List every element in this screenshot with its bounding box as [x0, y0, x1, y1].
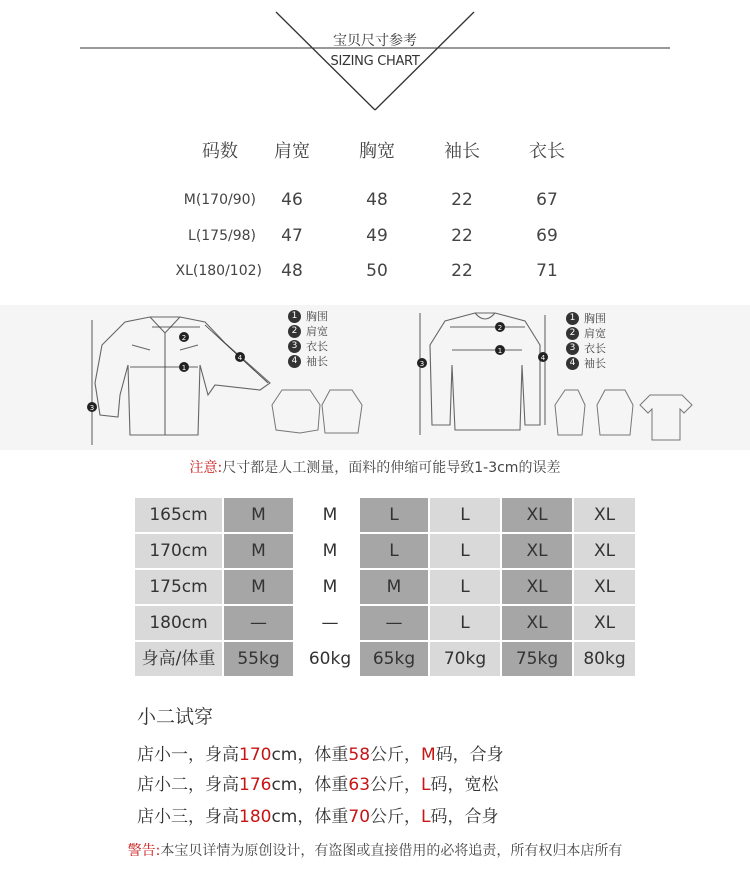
svg-text:3: 3: [89, 404, 95, 412]
tryon-text: 公斤，: [370, 775, 422, 795]
legend-number: 3: [566, 342, 579, 355]
legend-item: [288, 339, 328, 354]
note-prefix: 注意:: [189, 460, 223, 476]
size-cell: XL: [574, 534, 635, 568]
weight-cell: 70kg: [430, 642, 500, 676]
tryon-line: [137, 770, 499, 795]
size-cell: XL: [574, 606, 635, 640]
svg-text:1: 1: [497, 347, 503, 355]
tryon-text: 公斤，: [370, 807, 422, 827]
svg-text:4: 4: [237, 354, 243, 362]
table-row: [135, 570, 635, 604]
tryon-text: 公斤，: [370, 745, 422, 765]
tryon-text: 店小二，身高: [137, 775, 239, 795]
tryon-weight: 58: [348, 745, 371, 765]
size-cell: XL: [502, 498, 572, 532]
size-cell: L: [430, 498, 500, 532]
measurement-note: [0, 457, 750, 477]
size-cell: —: [224, 606, 293, 640]
size-label: XL(180/102): [175, 263, 262, 279]
size-cell: L: [430, 534, 500, 568]
legend-label: 肩宽: [584, 327, 606, 340]
size-cell: M: [295, 534, 365, 568]
shoulder-value: 48: [281, 261, 303, 281]
size-cell: M: [295, 498, 365, 532]
size-cell: XL: [574, 570, 635, 604]
tryon-text: 码，合身: [430, 807, 499, 827]
chest-value: 49: [366, 226, 388, 246]
size-cell: L: [430, 570, 500, 604]
length-value: 71: [536, 261, 558, 281]
garment-illustrations: [0, 305, 750, 450]
tryon-height: 170: [239, 745, 272, 765]
table-row: [135, 498, 635, 532]
svg-text:2: 2: [497, 324, 503, 332]
table-row: [0, 261, 750, 291]
header-chest: 胸宽: [359, 141, 395, 162]
legend-number: 2: [566, 327, 579, 340]
tryon-text: cm，体重: [271, 775, 349, 795]
legend-item: [288, 309, 328, 324]
svg-text:4: 4: [540, 354, 546, 362]
size-cell: XL: [502, 606, 572, 640]
height-cell: 170cm: [135, 534, 222, 568]
size-cell: XL: [574, 498, 635, 532]
legend-left: [288, 309, 328, 369]
weight-cell: 75kg: [502, 642, 572, 676]
legend-number: 1: [288, 310, 301, 323]
copyright-warning: [0, 840, 750, 860]
size-cell: XL: [502, 534, 572, 568]
legend-number: 4: [288, 355, 301, 368]
sleeve-value: 22: [451, 226, 473, 246]
legend-label: 胸围: [306, 310, 328, 323]
height-cell: 180cm: [135, 606, 222, 640]
size-cell: L: [360, 498, 428, 532]
height-cell: 175cm: [135, 570, 222, 604]
tryon-size: L: [421, 775, 431, 795]
table-row: [135, 606, 635, 640]
legend-item: [566, 341, 606, 356]
tryon-line: [137, 802, 499, 827]
legend-item: [288, 324, 328, 339]
warning-text: 本宝贝详情为原创设计，有盗图或直接借用的必将追责，所有权归本店所有: [160, 843, 623, 859]
size-cell: M: [360, 570, 428, 604]
size-cell: —: [295, 606, 365, 640]
size-label: L(175/98): [188, 228, 256, 244]
length-value: 69: [536, 226, 558, 246]
legend-item: [566, 356, 606, 371]
legend-label: 胸围: [584, 312, 606, 325]
shoulder-value: 46: [281, 190, 303, 210]
size-cell: M: [224, 498, 293, 532]
table-row: [0, 226, 750, 256]
legend-number: 3: [288, 340, 301, 353]
tryon-height: 176: [239, 775, 272, 795]
tryon-text: 店小一，身高: [137, 745, 239, 765]
size-table-header-row: [0, 137, 750, 167]
chest-value: 50: [366, 261, 388, 281]
svg-text:2: 2: [181, 334, 187, 342]
weight-cell: 60kg: [295, 642, 365, 676]
header-size: 码数: [202, 141, 238, 162]
legend-number: 4: [566, 357, 579, 370]
legend-label: 衣长: [584, 342, 606, 355]
tryon-text: cm，体重: [271, 745, 349, 765]
table-row: [135, 534, 635, 568]
height-cell: 165cm: [135, 498, 222, 532]
tryon-weight: 63: [348, 775, 371, 795]
tryon-text: 码，合身: [435, 745, 504, 765]
size-cell: M: [224, 534, 293, 568]
length-value: 67: [536, 190, 558, 210]
sizing-chart-title-en: SIZING CHART: [330, 54, 420, 69]
header-sleeve: 袖长: [444, 141, 480, 162]
size-cell: M: [224, 570, 293, 604]
tryon-line: [137, 740, 504, 765]
sizing-chart-title-cn: 宝贝尺寸参考: [333, 33, 417, 49]
svg-text:1: 1: [181, 364, 187, 372]
tryon-weight: 70: [348, 807, 371, 827]
tryon-text: 店小三，身高: [137, 807, 239, 827]
legend-label: 袖长: [584, 357, 606, 370]
size-cell: L: [430, 606, 500, 640]
header-length: 衣长: [529, 141, 565, 162]
size-label: M(170/90): [183, 192, 256, 208]
header-shoulder: 肩宽: [274, 141, 310, 162]
size-cell: M: [295, 570, 365, 604]
tryon-text: 码，宽松: [430, 775, 499, 795]
weight-cell: 55kg: [224, 642, 293, 676]
note-text: 尺寸都是人工测量，面料的伸缩可能导致1-3cm的误差: [222, 460, 561, 476]
sleeve-value: 22: [451, 261, 473, 281]
tryon-title: 小二试穿: [137, 706, 214, 728]
legend-label: 袖长: [306, 355, 328, 368]
legend-label: 肩宽: [306, 325, 328, 338]
shoulder-value: 47: [281, 226, 303, 246]
legend-label: 衣长: [306, 340, 328, 353]
legend-item: [566, 326, 606, 341]
svg-text:3: 3: [419, 360, 425, 368]
tryon-text: cm，体重: [271, 807, 349, 827]
table-row: [0, 190, 750, 220]
size-cell: —: [360, 606, 428, 640]
weight-cell: 80kg: [574, 642, 635, 676]
tryon-size: M: [421, 745, 436, 765]
legend-number: 2: [288, 325, 301, 338]
sleeve-value: 22: [451, 190, 473, 210]
legend-item: [566, 311, 606, 326]
chest-value: 48: [366, 190, 388, 210]
legend-number: 1: [566, 312, 579, 325]
legend-item: [288, 354, 328, 369]
measurement-diagram: [0, 305, 750, 450]
legend-right: [566, 311, 606, 371]
height-weight-label: 身高/体重: [135, 642, 222, 676]
sizing-chart-header: [0, 0, 750, 115]
tryon-height: 180: [239, 807, 272, 827]
size-cell: L: [360, 534, 428, 568]
warning-prefix: 警告:: [127, 843, 161, 859]
weight-cell: 65kg: [360, 642, 428, 676]
size-cell: XL: [502, 570, 572, 604]
tryon-size: L: [421, 807, 431, 827]
table-footer-row: [135, 642, 635, 676]
